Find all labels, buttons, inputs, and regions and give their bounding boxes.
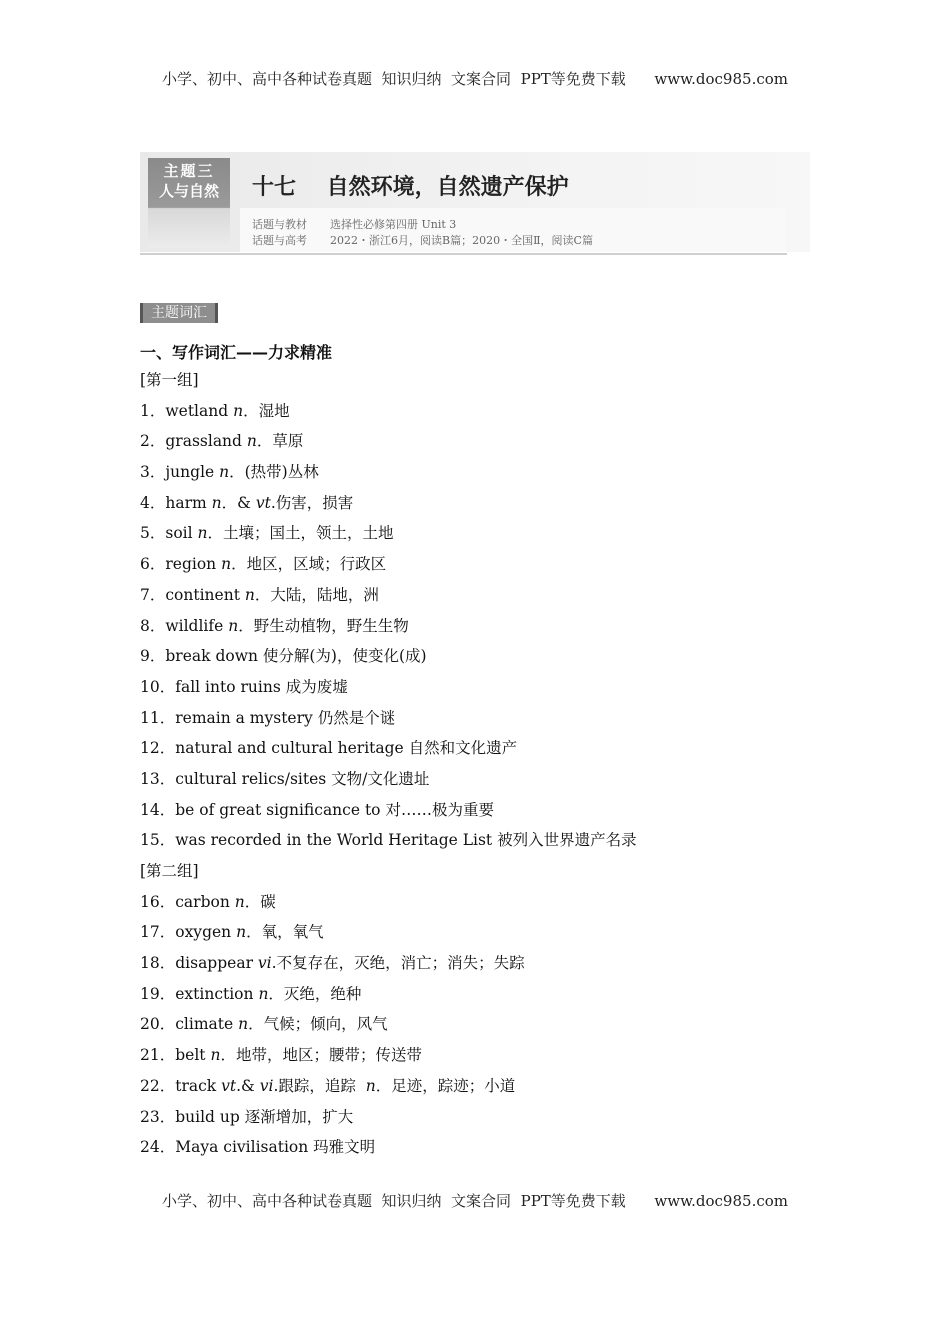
vocab-item xyxy=(140,1074,820,1105)
vocab-item xyxy=(140,1043,820,1074)
part-of-speech: vi xyxy=(259,1076,274,1095)
vocab-item xyxy=(140,460,820,491)
item-meaning: .不复存在，灭绝，消亡；消失；失踪 xyxy=(271,954,525,973)
badge-line2: 人与自然 xyxy=(158,182,219,200)
item-number: 3． xyxy=(140,463,166,482)
item-number: 19． xyxy=(140,984,176,1003)
group-label: [第二组] xyxy=(140,862,199,880)
item-meaning: ．氧，氧气 xyxy=(246,923,324,942)
badge-line1: 主题三 xyxy=(163,162,215,180)
part-of-speech: n xyxy=(211,493,222,512)
item-word: break down 使分解(为)，使变化(成) xyxy=(165,647,427,666)
item-word: extinction xyxy=(175,984,254,1003)
meta-value: 选择性必修第四册 Unit 3 xyxy=(330,218,457,231)
item-number: 8． xyxy=(140,616,166,635)
item-number: 9． xyxy=(140,647,166,666)
vocab-item xyxy=(140,429,820,460)
part-of-speech: n xyxy=(210,1046,221,1065)
item-word: build up 逐渐增加，扩大 xyxy=(175,1107,354,1126)
item-meaning: ．大陆，陆地，洲 xyxy=(254,585,379,604)
item-meaning: ．灭绝，绝种 xyxy=(268,984,362,1003)
group2-items xyxy=(140,890,820,1166)
item-number: 17． xyxy=(140,923,176,942)
part-of-speech: n xyxy=(244,585,255,604)
section-heading: 一、写作词汇——力求精准 xyxy=(140,343,333,362)
vocab-item xyxy=(140,828,820,859)
item-word: oxygen xyxy=(175,923,232,942)
meta-key: 话题与高考 xyxy=(252,234,307,247)
part-of-speech: vi xyxy=(257,954,272,973)
meta-value: 2022・浙江6月，阅读B篇；2020・全国Ⅱ，阅读C篇 xyxy=(330,234,593,247)
item-meaning: ．草原 xyxy=(256,432,304,451)
part-of-speech: n xyxy=(246,432,257,451)
item-number: 22． xyxy=(140,1076,176,1095)
vocab-item xyxy=(140,798,820,829)
item-word: belt xyxy=(175,1046,206,1065)
item-meaning: .& xyxy=(236,1076,260,1095)
item-number: 2． xyxy=(140,432,166,451)
item-meaning: .跟踪，追踪 xyxy=(273,1076,366,1095)
item-word: fall into ruins 成为废墟 xyxy=(175,677,348,696)
item-meaning: ．(热带)丛林 xyxy=(229,463,319,482)
page-title: 十七 自然环境，自然遗产保护 xyxy=(252,175,569,200)
item-word: was recorded in the World Heritage List 被列入世界遗产名录 xyxy=(175,831,637,850)
item-number: 5． xyxy=(140,524,166,543)
item-word: natural and cultural heritage 自然和文化遗产 xyxy=(175,739,518,758)
item-word: wildlife xyxy=(165,616,224,635)
item-number: 15． xyxy=(140,831,176,850)
vocab-item xyxy=(140,951,820,982)
item-number: 1． xyxy=(140,401,166,420)
item-word: grassland xyxy=(165,432,242,451)
part-of-speech: n xyxy=(219,463,230,482)
item-word: harm xyxy=(165,493,207,512)
item-word: soil xyxy=(165,524,193,543)
item-meaning: ．气候；倾向，风气 xyxy=(248,1015,388,1034)
vocab-item xyxy=(140,675,820,706)
item-word: remain a mystery 仍然是个谜 xyxy=(175,708,396,727)
item-number: 18． xyxy=(140,954,176,973)
vocab-item xyxy=(140,767,820,798)
vocab-item xyxy=(140,583,820,614)
part-of-speech: n xyxy=(197,524,208,543)
part-of-speech: n xyxy=(236,923,247,942)
part-of-speech: n xyxy=(238,1015,249,1034)
item-number: 20． xyxy=(140,1015,176,1034)
item-number: 6． xyxy=(140,555,166,574)
item-meaning: ．湿地 xyxy=(243,401,290,420)
vocab-item xyxy=(140,920,820,951)
vocab-item xyxy=(140,614,820,645)
group1-items xyxy=(140,399,820,859)
item-meaning: ．土壤；国土，领土，土地 xyxy=(207,524,394,543)
part-of-speech: n xyxy=(258,984,269,1003)
vocab-item xyxy=(140,1105,820,1136)
vocab-item xyxy=(140,399,820,430)
part-of-speech: n xyxy=(365,1076,376,1095)
vocab-item xyxy=(140,491,820,522)
item-number: 24． xyxy=(140,1138,176,1157)
item-number: 16． xyxy=(140,892,176,911)
item-word: Maya civilisation 玛雅文明 xyxy=(175,1138,376,1157)
part-of-speech: n xyxy=(233,401,244,420)
vocab-list xyxy=(140,368,820,1166)
page-header: 小学、初中、高中各种试卷真题 知识归纳 文案合同 PPT等免费下载 www.doc985.com xyxy=(161,70,788,88)
part-of-speech: n xyxy=(228,616,239,635)
item-number: 12． xyxy=(140,739,176,758)
item-word: carbon xyxy=(175,892,230,911)
group-label: [第一组] xyxy=(140,371,199,389)
part-of-speech: n xyxy=(234,892,245,911)
item-number: 11． xyxy=(140,708,176,727)
item-word: wetland xyxy=(165,401,229,420)
item-meaning: ．& xyxy=(221,493,256,512)
item-number: 23． xyxy=(140,1107,176,1126)
topic-badge xyxy=(148,158,230,248)
item-word: be of great significance to 对……极为重要 xyxy=(175,800,494,819)
item-meaning: ．足迹，踪迹；小道 xyxy=(375,1076,516,1095)
item-number: 21． xyxy=(140,1046,176,1065)
item-number: 10． xyxy=(140,677,176,696)
vocab-item xyxy=(140,552,820,583)
vocab-item xyxy=(140,1012,820,1043)
banner-divider xyxy=(140,253,787,255)
item-word: disappear xyxy=(175,954,253,973)
item-meaning: ．地带，地区；腰带；传送带 xyxy=(220,1046,422,1065)
vocab-item xyxy=(140,706,820,737)
item-word: continent xyxy=(165,585,240,604)
vocab-item xyxy=(140,644,820,675)
item-word: region xyxy=(165,555,217,574)
item-number: 14． xyxy=(140,800,176,819)
item-meaning: ．碳 xyxy=(244,892,276,911)
section-tag: 主题词汇 xyxy=(140,303,218,323)
item-word: jungle xyxy=(165,463,215,482)
part-of-speech: vt xyxy=(255,493,271,512)
part-of-speech: vt xyxy=(221,1076,237,1095)
vocab-item xyxy=(140,521,820,552)
item-meaning: .伤害，损害 xyxy=(270,493,354,512)
item-number: 13． xyxy=(140,769,176,788)
vocab-item xyxy=(140,1135,820,1166)
item-number: 4． xyxy=(140,493,166,512)
vocab-item xyxy=(140,890,820,921)
item-meaning: ．野生动植物，野生生物 xyxy=(238,616,409,635)
item-word: climate xyxy=(175,1015,234,1034)
page-footer: 小学、初中、高中各种试卷真题 知识归纳 文案合同 PPT等免费下载 www.doc985.com xyxy=(161,1192,788,1210)
item-number: 7． xyxy=(140,585,166,604)
item-word: cultural relics/sites 文物/文化遗址 xyxy=(175,769,430,788)
vocab-item xyxy=(140,736,820,767)
meta-key: 话题与教材 xyxy=(252,218,307,231)
topic-meta-exam xyxy=(252,232,593,248)
vocab-item xyxy=(140,982,820,1013)
part-of-speech: n xyxy=(221,555,232,574)
topic-meta-textbook xyxy=(252,216,456,232)
item-meaning: ．地区，区域；行政区 xyxy=(231,555,387,574)
item-word: track xyxy=(175,1076,217,1095)
